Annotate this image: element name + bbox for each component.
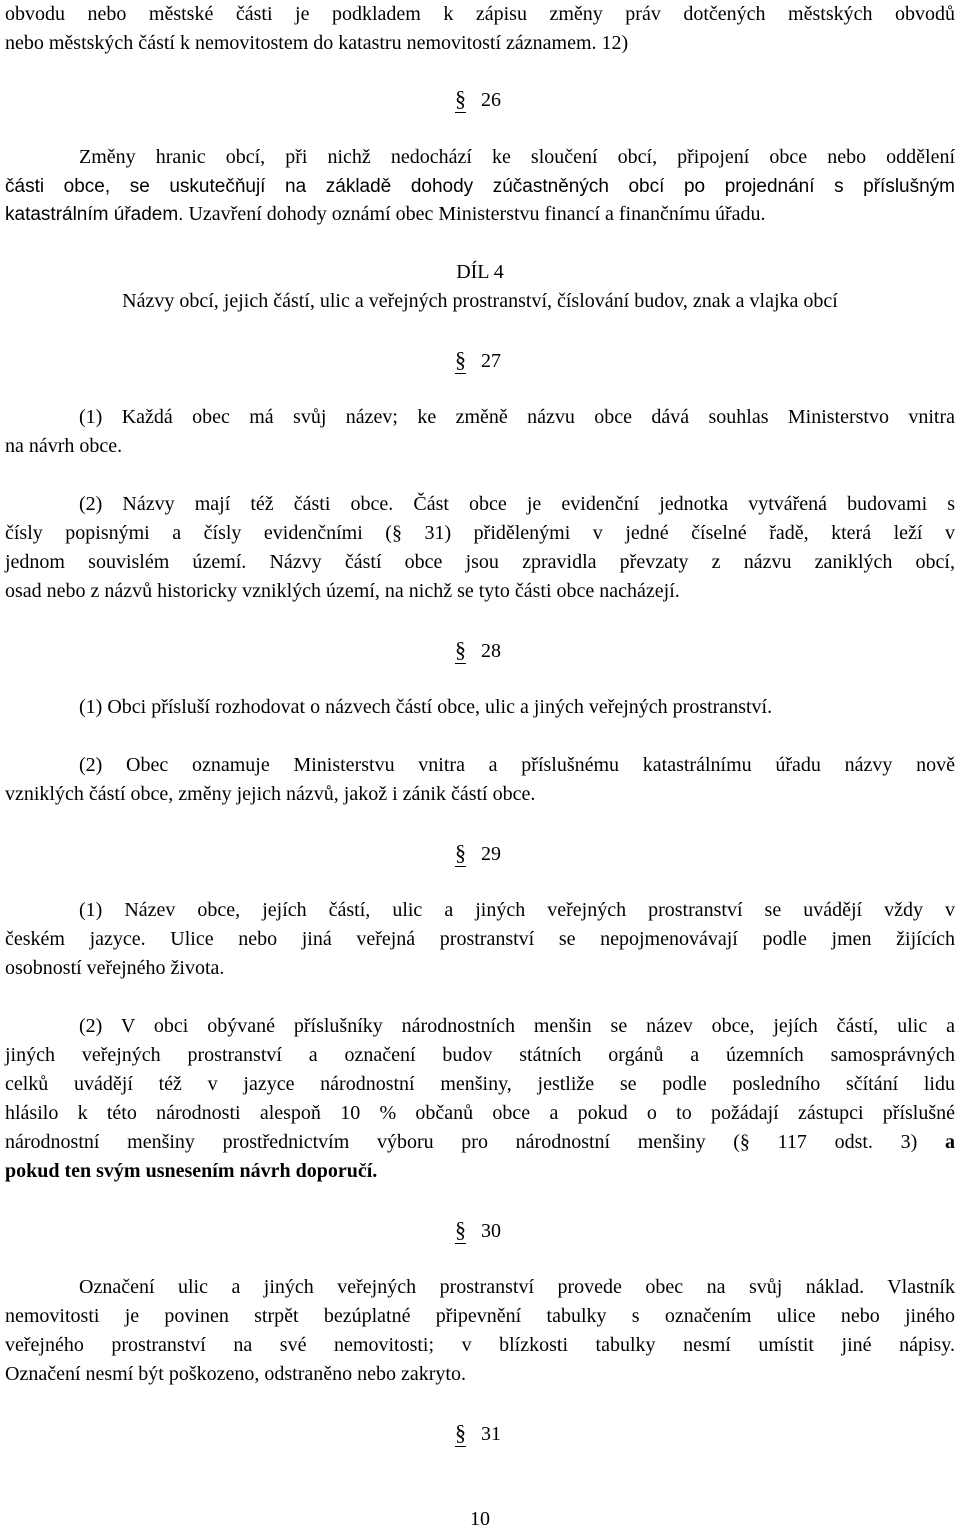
paragraph-line: Změny hranic obcí, při nichž nedochází ke sloučení obcí, připojení obce nebo oddělení — [79, 146, 955, 168]
paragraph-line: celků uvádějí též v jazyce národnostní menšiny, jestliže se podle posledního sčítání lidu — [5, 1073, 955, 1095]
text-span: Část obce je evidenční jednotka vytvářená budovami s — [413, 493, 956, 515]
text-span: Uzavření dohody oznámí obec Ministerstvu financí a finančnímu úřadu. — [188, 203, 766, 225]
section-number: 31 — [481, 1423, 501, 1445]
paragraph-line: části obce, se uskutečňují na základě dohody zúčastněných obcí po projednání s příslušným — [5, 176, 955, 197]
section-number: 26 — [481, 89, 501, 111]
text-span: národnostní menšiny prostřednictvím výboru pro národnostní menšiny (§ 117 odst. 3) — [5, 1131, 918, 1153]
paragraph-line: hlásilo k této národnosti alespoň 10 % občanů obce a pokud o to požádají zástupci příslušné — [5, 1102, 955, 1124]
paragraph-line: (1) Název obce, jejích částí, ulic a jiných veřejných prostranství se uvádějí vždy v — [79, 899, 955, 921]
paragraph-line: osobností veřejného života. — [5, 957, 225, 979]
paragraph-line — [5, 1128, 955, 1157]
paragraph-line: na návrh obce. — [5, 435, 123, 457]
paragraph-line — [79, 490, 955, 519]
part-subtitle: Názvy obcí, jejich částí, ulic a veřejných prostranství, číslování budov, znak a vlajka obcí — [122, 290, 838, 312]
section-heading-27 — [455, 345, 555, 376]
section-number: 29 — [481, 843, 501, 865]
paragraph-line: (1) Obci přísluší rozhodovat o názvech částí obce, ulic a jiných veřejných prostranství. — [79, 696, 773, 718]
section-heading-31 — [455, 1418, 555, 1449]
section-number: 30 — [481, 1220, 501, 1242]
paragraph-line: nemovitosti je povinen strpět bezúplatné připevnění tabulky s označením ulice nebo jiného — [5, 1305, 955, 1327]
paragraph-line: nebo městských částí k nemovitostem do katastru nemovitostí záznamem. 12) — [5, 32, 629, 54]
section-heading-28 — [455, 635, 555, 666]
paragraph-line: (2) V obci obývané příslušníky národnostních menšin se název obce, jejích částí, ulic a — [79, 1015, 955, 1037]
bold-text-span: pokud ten svým usnesením návrh doporučí. — [5, 1160, 378, 1182]
section-number: 28 — [481, 640, 501, 662]
paragraph-line: osad nebo z názvů historicky vzniklých území, na nichž se tyto části obce nacházejí. — [5, 580, 680, 602]
section-number: 27 — [481, 350, 501, 372]
section-symbol: § — [455, 86, 466, 111]
section-symbol: § — [455, 347, 466, 372]
paragraph-line: jiných veřejných prostranství a označení budov státních orgánů a územních samosprávných — [5, 1044, 955, 1066]
section-heading-29 — [455, 838, 555, 869]
paragraph-line: veřejného prostranství na své nemovitosti; v blízkosti tabulky nesmí umístit jiné nápisy. — [5, 1334, 955, 1356]
paragraph-line: (2) Obec oznamuje Ministerstvu vnitra a příslušnému katastrálnímu úřadu názvy nově — [79, 754, 955, 776]
text-span: jednom souvislém území. — [5, 551, 247, 573]
paragraph-line: Označení nesmí být poškozeno, odstraněno nebo zakryto. — [5, 1363, 466, 1385]
section-symbol: § — [455, 840, 466, 865]
text-span: Názvy částí obce jsou zpravidla převzaty z názvu zaniklých obcí, — [269, 551, 955, 573]
paragraph-line — [5, 1157, 955, 1186]
section-symbol: § — [455, 637, 466, 662]
section-symbol: § — [455, 1217, 466, 1242]
bold-text-span: a — [945, 1131, 955, 1153]
paragraph-line: českém jazyce. Ulice nebo jiná veřejná prostranství se nepojmenovávají podle jmen žijících — [5, 928, 955, 950]
paragraph-line — [5, 200, 955, 229]
paragraph-line: (1) Každá obec má svůj název; ke změně názvu obce dává souhlas Ministerstvo vnitra — [79, 406, 955, 428]
paragraph-line: Označení ulic a jiných veřejných prostranství provede obec na svůj náklad. Vlastník — [79, 1276, 955, 1298]
part-heading: DÍL 4 — [456, 261, 504, 283]
text-span: (2) Názvy mají též části obce. — [79, 493, 394, 515]
page-number: 10 — [470, 1508, 490, 1530]
section-heading-30 — [455, 1215, 555, 1246]
paragraph-line: obvodu nebo městské části je podkladem k zápisu změny práv dotčených městských obvodů — [5, 3, 955, 25]
section-heading-26 — [455, 84, 555, 115]
section-symbol: § — [455, 1420, 466, 1445]
paragraph-line: čísly popisnými a čísly evidenčními (§ 31) přidělenými v jedné číselné řadě, která leží v — [5, 522, 955, 544]
paragraph-line: vzniklých částí obce, změny jejich názvů, jakož i zánik částí obce. — [5, 783, 536, 805]
paragraph-line — [5, 548, 955, 577]
text-span: katastrálním úřadem. — [5, 204, 184, 225]
